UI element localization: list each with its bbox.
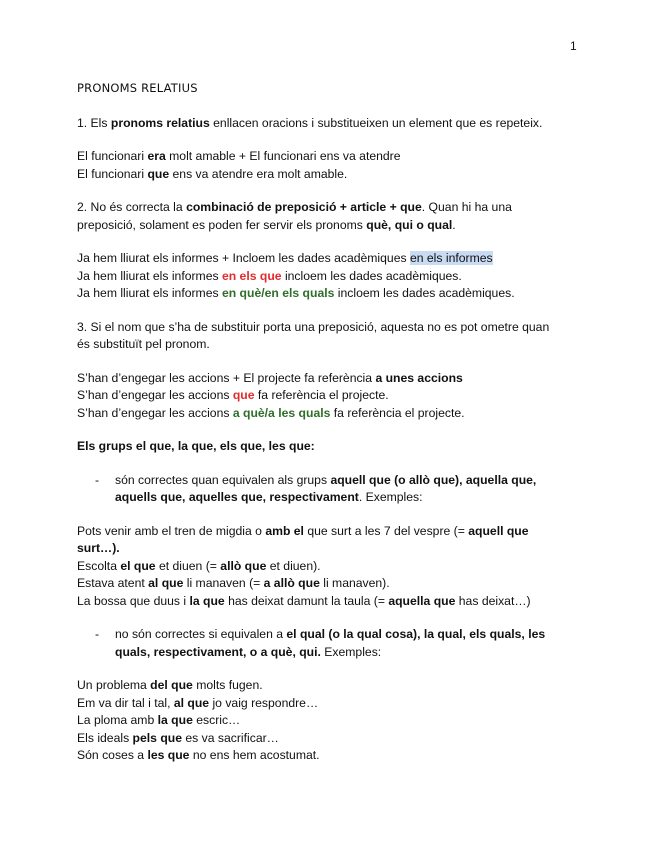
- example-line: [77, 558, 582, 576]
- text: Els ideals: [77, 730, 133, 745]
- text: Em va dir tal i tal,: [77, 695, 174, 710]
- bold-term: el qual (o la qual cosa), la qual, els quals, les: [286, 627, 546, 641]
- text: 1. Els: [77, 115, 111, 130]
- bold-term: la que: [157, 713, 193, 727]
- text: S’han d’engegar les accions + El projecte fa referència: [77, 370, 376, 385]
- bold-term: del que: [150, 678, 193, 692]
- example-line: [77, 730, 582, 748]
- text: li manaven (=: [183, 576, 264, 590]
- example-line: [77, 540, 582, 558]
- text: La bossa que duus i: [77, 593, 190, 608]
- text: jo vaig respondre…: [209, 695, 319, 710]
- paragraph-line: és substituït pel pronom.: [77, 337, 210, 351]
- example-line: [77, 405, 582, 423]
- text: Ja hem lliurat els informes: [77, 286, 222, 300]
- page-number: 1: [570, 39, 577, 53]
- text: Ja hem lliurat els informes + Incloem les dades acadèmiques: [77, 251, 410, 265]
- example-line: [77, 575, 582, 593]
- example-line: [77, 523, 582, 541]
- paragraph-1: [77, 115, 582, 133]
- example-line: [77, 370, 582, 388]
- bold-term: pronoms relatius: [110, 115, 210, 130]
- text: que surt a les 7 del vespre (=: [303, 523, 469, 538]
- text: Exemples:: [320, 644, 382, 659]
- text: ens va atendre era molt amable.: [169, 166, 348, 181]
- bold-term: al que: [148, 576, 184, 590]
- text: molt amable + El funcionari ens va atendre: [165, 149, 401, 163]
- example-block-1: [77, 148, 582, 183]
- example-block-2: [77, 250, 582, 303]
- document-body: [77, 80, 582, 781]
- text: incloem les dades acadèmiques.: [334, 286, 515, 300]
- section-heading: Els grups el que, la que, els que, les que:: [77, 439, 315, 453]
- bold-term: surt…).: [77, 541, 120, 555]
- bold-term: que: [147, 166, 170, 181]
- text: Un problema: [77, 678, 151, 692]
- text: . Quan hi ha una: [421, 200, 512, 214]
- bullet-line: [115, 644, 582, 662]
- paragraph-line: 3. Si el nom que s’ha de substituir porta una preposició, aquesta no es pot ometre quan: [77, 319, 550, 334]
- text: incloem les dades acadèmiques.: [281, 268, 462, 283]
- text: fa referència el projecte.: [330, 405, 465, 420]
- bullet-item-2: [77, 626, 582, 661]
- example-line: [77, 250, 582, 268]
- text: Estava atent: [77, 576, 149, 590]
- bullet-dash: -: [95, 472, 100, 487]
- text: S’han d’engegar les accions: [77, 405, 233, 420]
- correct-form: en què/en els quals: [221, 286, 335, 300]
- text: Són coses a: [77, 748, 148, 762]
- example-line: [77, 712, 582, 730]
- bullet-item-1: [77, 472, 582, 507]
- bold-term: al que: [173, 695, 210, 710]
- bullet-line: [115, 472, 582, 490]
- text: molts fugen.: [192, 678, 263, 692]
- bold-term: era: [147, 149, 166, 163]
- text: preposició, solament es poden fer servir els pronoms: [77, 217, 367, 232]
- paragraph-line: [77, 217, 582, 235]
- text: li manaven).: [319, 576, 390, 590]
- bold-term: quals, respectivament, o a què, qui.: [115, 644, 321, 659]
- example-block-3: [77, 370, 582, 423]
- text: La ploma amb: [77, 713, 158, 727]
- text: enllacen oracions i substitueixen un element que es repeteix.: [209, 115, 543, 130]
- example-line: [77, 747, 582, 765]
- text: fa referència el projecte.: [254, 388, 389, 402]
- bold-term: a allò que: [263, 576, 320, 590]
- bold-term: les que: [147, 748, 190, 762]
- bullet-line: [115, 626, 582, 644]
- bold-term: aquella que: [388, 593, 456, 608]
- text: són correctes quan equivalen als grups: [115, 472, 331, 487]
- bold-term: què, qui o qual: [366, 217, 453, 232]
- text: escric…: [192, 713, 241, 727]
- paragraph-2: [77, 199, 582, 234]
- bold-term: pels que: [132, 730, 182, 745]
- text: S’han d’engegar les accions: [77, 388, 233, 402]
- text: has deixat damunt la taula (=: [224, 593, 389, 608]
- example-line: [77, 695, 582, 713]
- text: .: [452, 217, 456, 232]
- text: Escolta: [77, 558, 121, 573]
- correct-form: a què/a les quals: [232, 405, 331, 420]
- example-block-4: [77, 523, 582, 611]
- example-line: [77, 677, 582, 695]
- text: El funcionari: [77, 149, 148, 163]
- document-title: PRONOMS RELATIUS: [77, 81, 198, 95]
- paragraph-3: [77, 319, 582, 354]
- bold-term: a unes accions: [375, 370, 463, 385]
- bold-term: el que: [120, 558, 156, 573]
- bold-term: aquell que (o allò que), aquella que,: [330, 472, 537, 487]
- bold-term: amb el: [265, 523, 304, 538]
- example-line: [77, 285, 582, 303]
- text: Pots venir amb el tren de migdia o: [77, 523, 266, 538]
- text: no són correctes si equivalen a: [115, 627, 287, 641]
- example-line: [77, 148, 582, 166]
- text: El funcionari: [77, 166, 148, 181]
- example-line: [77, 166, 582, 184]
- text: 2. No és correcta la: [77, 200, 187, 214]
- bold-term: allò que: [220, 558, 267, 573]
- example-line: [77, 593, 582, 611]
- bullet-dash: -: [95, 627, 100, 641]
- example-line: [77, 387, 582, 405]
- highlighted-text: en els informes: [409, 251, 493, 265]
- bold-term: combinació de preposició + article + que: [186, 200, 422, 214]
- bold-term: aquells que, aquelles que, respectivament: [115, 490, 359, 504]
- text: et diuen).: [266, 558, 321, 573]
- incorrect-form: en els que: [221, 268, 282, 283]
- text: es va sacrificar…: [182, 730, 279, 745]
- bullet-line: [115, 489, 582, 507]
- text: . Exemples:: [358, 490, 423, 504]
- paragraph-line: [77, 199, 582, 217]
- example-block-5: [77, 677, 582, 765]
- example-line: [77, 268, 582, 286]
- text: no ens hem acostumat.: [189, 748, 320, 762]
- bold-term: la que: [189, 593, 225, 608]
- incorrect-form: que: [232, 388, 255, 402]
- text: has deixat…): [455, 593, 531, 608]
- text: et diuen (=: [155, 558, 221, 573]
- text: Ja hem lliurat els informes: [77, 268, 222, 283]
- bold-term: aquell que: [468, 523, 529, 538]
